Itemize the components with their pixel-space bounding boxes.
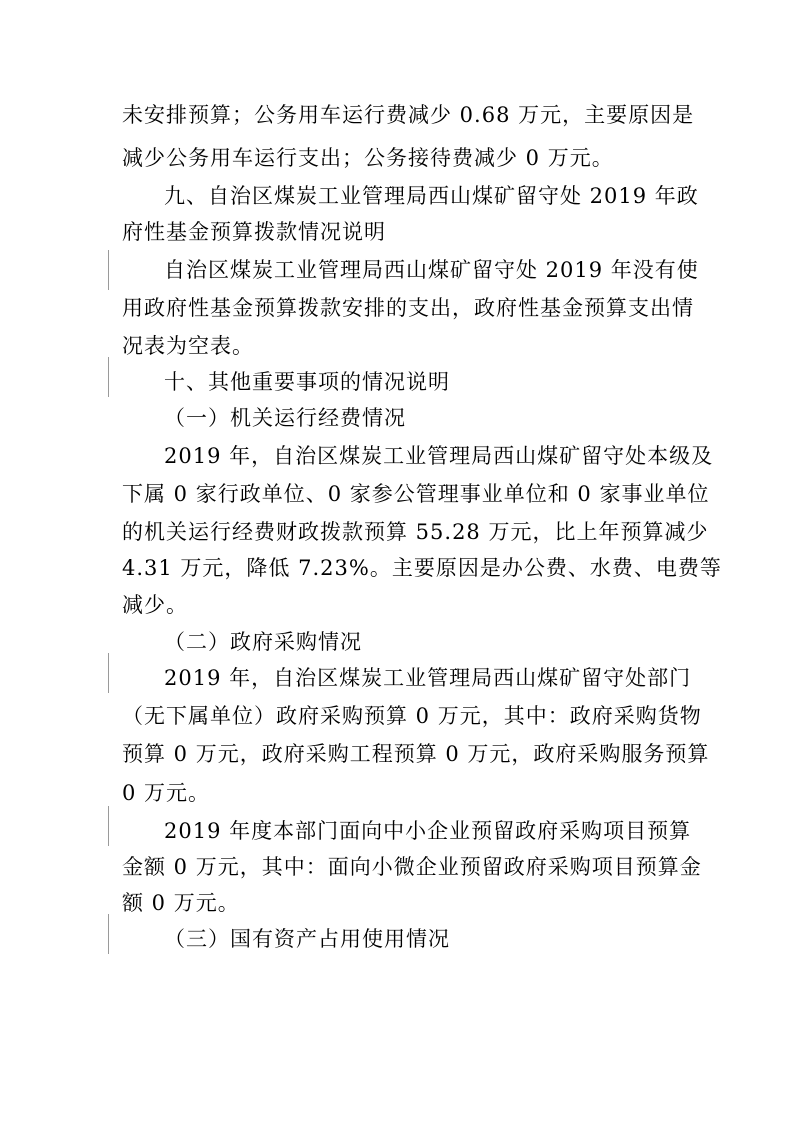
body-text-line: 况表为空表。 [122,334,254,358]
margin-change-bar [108,357,109,397]
body-text-line: 4.31 万元，降低 7.23%。主要原因是办公费、水费、电费等 [122,556,722,580]
body-text-line: 未安排预算；公务用车运行费减少 0.68 万元，主要原因是 [122,103,695,127]
section-heading: 府性基金预算拨款情况说明 [122,220,386,244]
section-heading: 十、其他重要事项的情况说明 [164,370,450,394]
margin-change-bar [108,806,109,846]
section-heading: 九、自治区煤炭工业管理局西山煤矿留守处 2019 年政 [164,184,699,208]
body-text-line: 用政府性基金预算拨款安排的支出，政府性基金预算支出情 [122,296,694,320]
body-text-line: 2019 年度本部门面向中小企业预留政府采购项目预算 [164,819,692,843]
body-text-line: 额 0 万元。 [122,891,240,915]
body-text-line: 下属 0 家行政单位、0 家参公管理事业单位和 0 家事业单位 [122,482,710,506]
margin-change-bar [108,653,109,693]
body-text-line: 的机关运行经费财政拨款预算 55.28 万元，比上年预算减少 [122,520,709,544]
body-text-line: 2019 年，自治区煤炭工业管理局西山煤矿留守处本级及 [164,444,714,468]
body-text-line: 减少。 [122,593,188,617]
body-text-line: 2019 年，自治区煤炭工业管理局西山煤矿留守处部门 [164,666,692,690]
body-text-line: 金额 0 万元，其中：面向小微企业预留政府采购项目预算金 [122,855,702,879]
margin-change-bar [108,250,109,290]
body-text-line: （无下属单位）政府采购预算 0 万元，其中：政府采购货物 [122,704,702,728]
body-text-line: 预算 0 万元，政府采购工程预算 0 万元，政府采购服务预算 [122,742,710,766]
body-text-line: 减少公务用车运行支出；公务接待费减少 0 万元。 [122,146,614,170]
subsection-heading: （一）机关运行经费情况 [164,406,406,430]
body-text-line: 0 万元。 [122,781,211,805]
subsection-heading: （三）国有资产占用使用情况 [164,927,450,951]
subsection-heading: （二）政府采购情况 [164,630,362,654]
body-text-line: 自治区煤炭工业管理局西山煤矿留守处 2019 年没有使 [164,258,699,282]
margin-change-bar [108,914,109,954]
